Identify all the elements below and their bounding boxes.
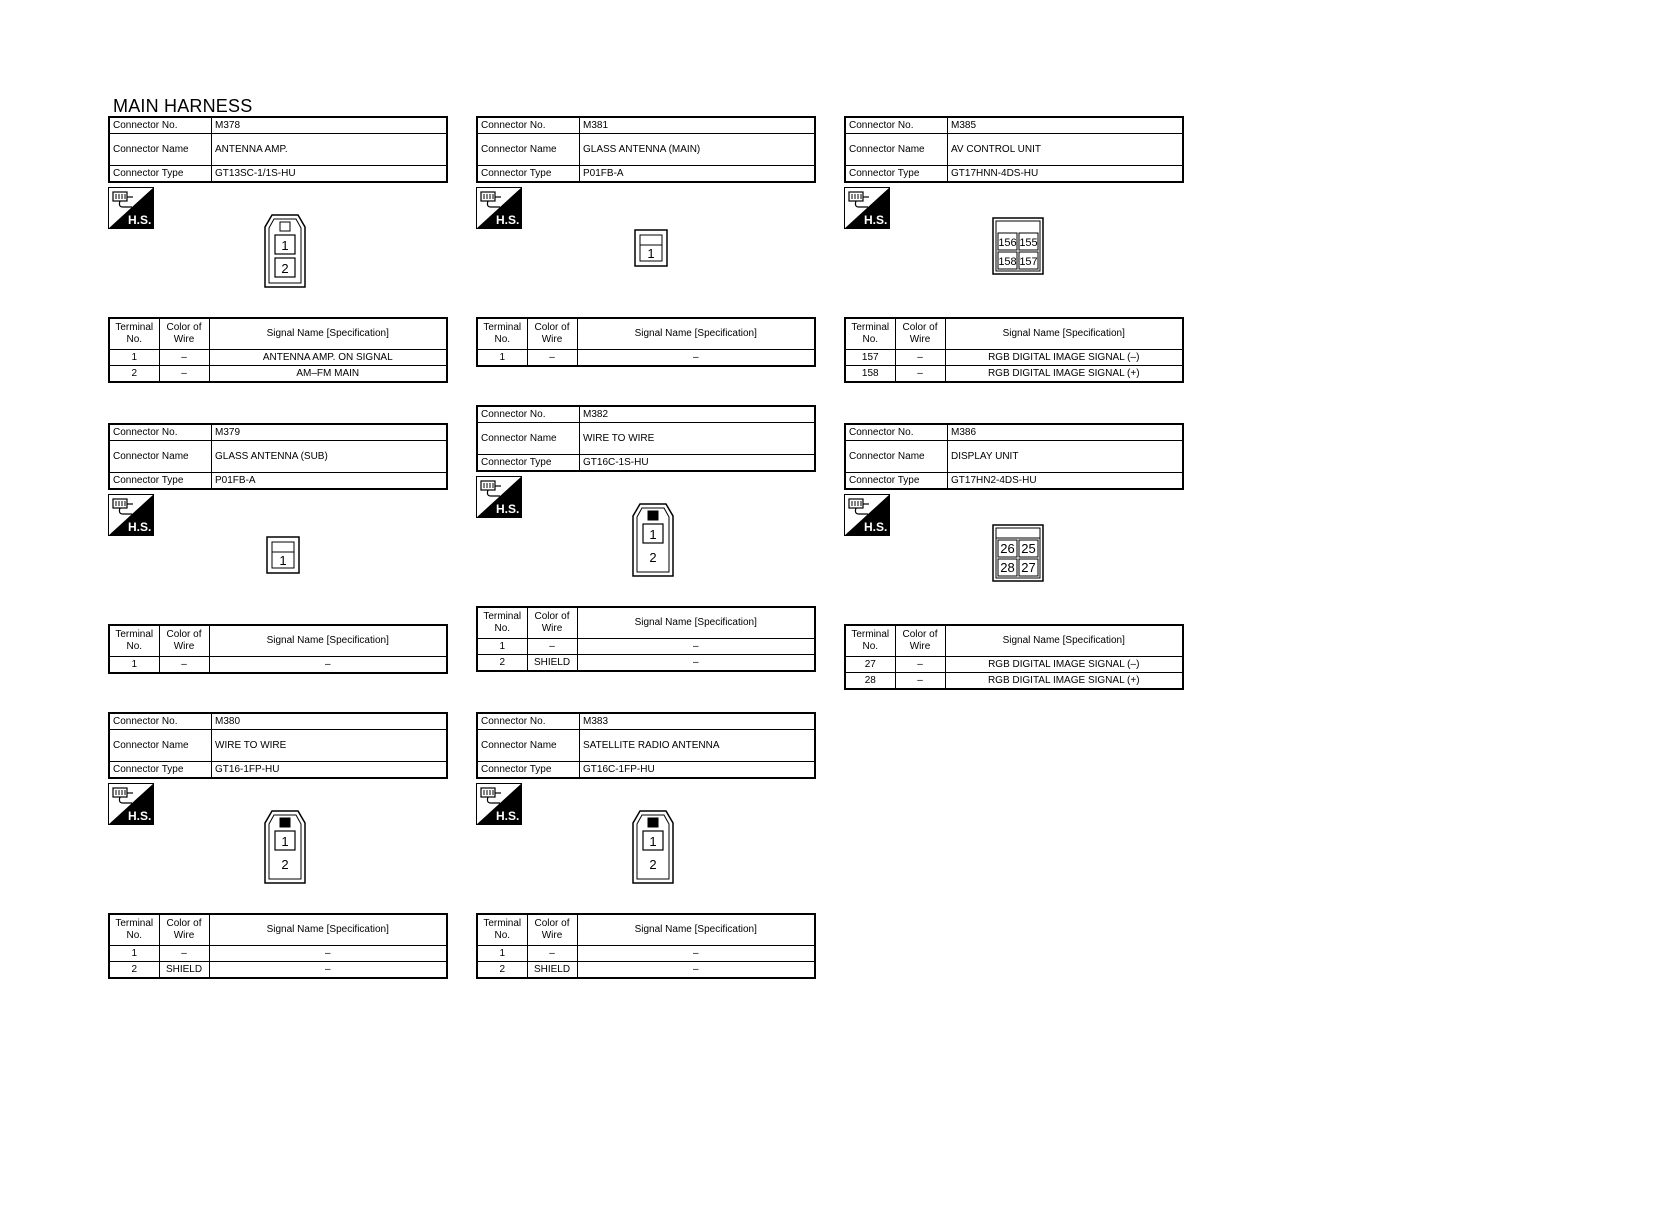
terminal-no: 1 bbox=[477, 946, 527, 962]
connector-no-label: Connector No. bbox=[109, 117, 212, 134]
connector-no-value: M379 bbox=[212, 424, 448, 441]
connector-name-value: AV CONTROL UNIT bbox=[948, 134, 1184, 166]
connector-type-label: Connector Type bbox=[477, 166, 580, 183]
pin-label: 1 bbox=[279, 553, 287, 568]
connector-name-value: SATELLITE RADIO ANTENNA bbox=[580, 730, 816, 762]
pin-label: 26 bbox=[1000, 541, 1015, 556]
connector-no-label: Connector No. bbox=[477, 117, 580, 134]
connector-type-label: Connector Type bbox=[109, 473, 212, 490]
harness-side-icon bbox=[476, 476, 522, 518]
connector-info-table bbox=[476, 405, 816, 472]
wire-color: – bbox=[527, 639, 577, 655]
connector-type-label: Connector Type bbox=[845, 166, 948, 183]
terminal-no: 2 bbox=[477, 655, 527, 672]
wire-color: – bbox=[895, 350, 945, 366]
connector-no-label: Connector No. bbox=[845, 117, 948, 134]
terminal-no-header: Terminal No. bbox=[477, 914, 527, 946]
terminal-table bbox=[844, 624, 1184, 690]
table-row bbox=[109, 366, 447, 383]
connector-name-label: Connector Name bbox=[477, 730, 580, 762]
connector-no-value: M383 bbox=[580, 713, 816, 730]
table-row bbox=[477, 350, 815, 367]
wire-color: – bbox=[159, 657, 209, 674]
harness-side-icon bbox=[476, 187, 522, 229]
connector-name-label: Connector Name bbox=[845, 441, 948, 473]
connector-diagram bbox=[844, 490, 1184, 624]
connector-diagram bbox=[108, 779, 448, 913]
signal-name-header: Signal Name [Specification] bbox=[577, 607, 815, 639]
table-row bbox=[109, 657, 447, 674]
signal-name-header: Signal Name [Specification] bbox=[945, 318, 1183, 350]
connector-no-value: M386 bbox=[948, 424, 1184, 441]
pin-label: 157 bbox=[1019, 256, 1038, 268]
terminal-no: 1 bbox=[109, 657, 159, 674]
harness-side-icon bbox=[476, 783, 522, 825]
terminal-no-header: Terminal No. bbox=[477, 607, 527, 639]
connector-type-value: GT17HN2-4DS-HU bbox=[948, 473, 1184, 490]
color-of-wire-header: Color of Wire bbox=[527, 914, 577, 946]
signal-name: ANTENNA AMP. ON SIGNAL bbox=[209, 350, 447, 366]
wire-color: – bbox=[895, 657, 945, 673]
signal-name: RGB DIGITAL IMAGE SIGNAL (–) bbox=[945, 657, 1183, 673]
connector-info-table bbox=[476, 712, 816, 779]
connector-name-value: WIRE TO WIRE bbox=[580, 423, 816, 455]
connector-type-value: GT16-1FP-HU bbox=[212, 762, 448, 779]
connector-info-table bbox=[108, 423, 448, 490]
signal-name: – bbox=[577, 946, 815, 962]
connector-type-value: P01FB-A bbox=[580, 166, 816, 183]
terminal-no: 28 bbox=[845, 673, 895, 690]
pin-label: 28 bbox=[1000, 560, 1015, 575]
connector-diagram bbox=[844, 183, 1184, 317]
signal-name: – bbox=[577, 350, 815, 367]
terminal-table bbox=[476, 606, 816, 672]
signal-name: RGB DIGITAL IMAGE SIGNAL (+) bbox=[945, 366, 1183, 383]
svg-text:H.S.: H.S. bbox=[496, 809, 520, 823]
color-of-wire-header: Color of Wire bbox=[527, 607, 577, 639]
connector-face-icon bbox=[631, 502, 675, 578]
svg-text:H.S.: H.S. bbox=[128, 213, 152, 227]
connector-face-icon bbox=[263, 213, 307, 289]
signal-name-header: Signal Name [Specification] bbox=[209, 318, 447, 350]
color-of-wire-header: Color of Wire bbox=[159, 625, 209, 657]
connector-face-icon bbox=[992, 217, 1044, 275]
table-row bbox=[477, 946, 815, 962]
terminal-table bbox=[108, 624, 448, 674]
connector-no-label: Connector No. bbox=[477, 406, 580, 423]
connector-block bbox=[844, 423, 1184, 690]
connector-diagram bbox=[476, 183, 816, 317]
signal-name: – bbox=[577, 962, 815, 979]
connector-face-icon bbox=[634, 229, 668, 267]
connector-name-value: GLASS ANTENNA (SUB) bbox=[212, 441, 448, 473]
pin-label: 2 bbox=[281, 857, 289, 872]
connector-type-value: GT16C-1FP-HU bbox=[580, 762, 816, 779]
signal-name: – bbox=[209, 962, 447, 979]
terminal-no: 2 bbox=[109, 962, 159, 979]
pin-label: 2 bbox=[649, 857, 657, 872]
wire-color: – bbox=[895, 673, 945, 690]
pin-label: 2 bbox=[649, 550, 657, 565]
connector-block bbox=[108, 116, 448, 383]
connector-no-label: Connector No. bbox=[109, 713, 212, 730]
connector-block bbox=[108, 423, 448, 674]
signal-name: – bbox=[209, 657, 447, 674]
signal-name: – bbox=[577, 655, 815, 672]
signal-name: RGB DIGITAL IMAGE SIGNAL (+) bbox=[945, 673, 1183, 690]
connector-no-label: Connector No. bbox=[477, 713, 580, 730]
svg-text:H.S.: H.S. bbox=[128, 809, 152, 823]
connector-no-value: M380 bbox=[212, 713, 448, 730]
wire-color: SHIELD bbox=[527, 655, 577, 672]
pin-label: 158 bbox=[998, 256, 1017, 268]
terminal-table bbox=[108, 913, 448, 979]
connector-name-label: Connector Name bbox=[477, 134, 580, 166]
terminal-no: 158 bbox=[845, 366, 895, 383]
harness-side-icon bbox=[108, 187, 154, 229]
connector-type-label: Connector Type bbox=[109, 762, 212, 779]
connector-type-label: Connector Type bbox=[477, 762, 580, 779]
color-of-wire-header: Color of Wire bbox=[895, 625, 945, 657]
connector-type-label: Connector Type bbox=[845, 473, 948, 490]
signal-name-header: Signal Name [Specification] bbox=[209, 625, 447, 657]
signal-name-header: Signal Name [Specification] bbox=[209, 914, 447, 946]
connector-type-label: Connector Type bbox=[477, 455, 580, 472]
color-of-wire-header: Color of Wire bbox=[895, 318, 945, 350]
connector-info-table bbox=[108, 712, 448, 779]
pin-label: 156 bbox=[998, 237, 1017, 249]
connector-face-icon bbox=[631, 809, 675, 885]
connector-face-icon bbox=[266, 536, 300, 574]
terminal-no-header: Terminal No. bbox=[477, 318, 527, 350]
harness-side-icon bbox=[108, 494, 154, 536]
connector-block bbox=[476, 405, 816, 672]
terminal-no: 2 bbox=[477, 962, 527, 979]
connector-info-table bbox=[476, 116, 816, 183]
table-row bbox=[845, 657, 1183, 673]
table-row bbox=[477, 962, 815, 979]
wire-color: – bbox=[159, 366, 209, 383]
table-row bbox=[477, 655, 815, 672]
connector-info-table bbox=[844, 116, 1184, 183]
pin-label: 1 bbox=[281, 834, 289, 849]
connector-no-label: Connector No. bbox=[109, 424, 212, 441]
connector-name-value: GLASS ANTENNA (MAIN) bbox=[580, 134, 816, 166]
connector-info-table bbox=[108, 116, 448, 183]
svg-text:H.S.: H.S. bbox=[128, 520, 152, 534]
connector-name-value: ANTENNA AMP. bbox=[212, 134, 448, 166]
color-of-wire-header: Color of Wire bbox=[527, 318, 577, 350]
pin-label: 1 bbox=[649, 834, 657, 849]
table-row bbox=[845, 366, 1183, 383]
connector-name-label: Connector Name bbox=[109, 730, 212, 762]
connector-type-label: Connector Type bbox=[109, 166, 212, 183]
connector-name-label: Connector Name bbox=[109, 134, 212, 166]
pin-label: 155 bbox=[1019, 237, 1038, 249]
svg-text:H.S.: H.S. bbox=[496, 213, 520, 227]
wire-color: – bbox=[527, 946, 577, 962]
connector-name-label: Connector Name bbox=[845, 134, 948, 166]
terminal-no-header: Terminal No. bbox=[845, 625, 895, 657]
terminal-no: 27 bbox=[845, 657, 895, 673]
color-of-wire-header: Color of Wire bbox=[159, 914, 209, 946]
terminal-no: 1 bbox=[109, 946, 159, 962]
svg-text:H.S.: H.S. bbox=[496, 502, 520, 516]
wire-color: SHIELD bbox=[159, 962, 209, 979]
color-of-wire-header: Color of Wire bbox=[159, 318, 209, 350]
table-row bbox=[477, 639, 815, 655]
wire-color: – bbox=[159, 946, 209, 962]
terminal-no-header: Terminal No. bbox=[109, 914, 159, 946]
terminal-table bbox=[476, 913, 816, 979]
signal-name: AM–FM MAIN bbox=[209, 366, 447, 383]
harness-side-icon bbox=[844, 187, 890, 229]
pin-label: 2 bbox=[281, 261, 289, 276]
terminal-no-header: Terminal No. bbox=[845, 318, 895, 350]
table-row bbox=[109, 962, 447, 979]
connector-info-table bbox=[844, 423, 1184, 490]
signal-name: – bbox=[577, 639, 815, 655]
connector-name-value: WIRE TO WIRE bbox=[212, 730, 448, 762]
signal-name-header: Signal Name [Specification] bbox=[945, 625, 1183, 657]
connector-no-value: M378 bbox=[212, 117, 448, 134]
pin-label: 1 bbox=[281, 238, 289, 253]
signal-name-header: Signal Name [Specification] bbox=[577, 318, 815, 350]
harness-side-icon bbox=[108, 783, 154, 825]
pin-label: 1 bbox=[647, 246, 655, 261]
terminal-table bbox=[844, 317, 1184, 383]
connector-type-value: GT13SC-1/1S-HU bbox=[212, 166, 448, 183]
connector-no-value: M382 bbox=[580, 406, 816, 423]
terminal-no: 2 bbox=[109, 366, 159, 383]
terminal-no-header: Terminal No. bbox=[109, 625, 159, 657]
table-row bbox=[845, 673, 1183, 690]
connector-name-label: Connector Name bbox=[477, 423, 580, 455]
wire-color: – bbox=[895, 366, 945, 383]
connector-diagram bbox=[108, 490, 448, 624]
connector-no-label: Connector No. bbox=[845, 424, 948, 441]
svg-text:H.S.: H.S. bbox=[864, 213, 888, 227]
terminal-no: 1 bbox=[477, 350, 527, 367]
signal-name-header: Signal Name [Specification] bbox=[577, 914, 815, 946]
connector-type-value: GT17HNN-4DS-HU bbox=[948, 166, 1184, 183]
connector-block bbox=[476, 712, 816, 979]
connector-no-value: M381 bbox=[580, 117, 816, 134]
connector-diagram bbox=[108, 183, 448, 317]
terminal-no: 1 bbox=[109, 350, 159, 366]
connector-diagram bbox=[476, 779, 816, 913]
table-row bbox=[109, 350, 447, 366]
wire-color: SHIELD bbox=[527, 962, 577, 979]
terminal-no-header: Terminal No. bbox=[109, 318, 159, 350]
signal-name: RGB DIGITAL IMAGE SIGNAL (–) bbox=[945, 350, 1183, 366]
connector-no-value: M385 bbox=[948, 117, 1184, 134]
connector-face-icon bbox=[263, 809, 307, 885]
signal-name: – bbox=[209, 946, 447, 962]
terminal-no: 1 bbox=[477, 639, 527, 655]
harness-side-icon bbox=[844, 494, 890, 536]
connector-type-value: GT16C-1S-HU bbox=[580, 455, 816, 472]
connector-block bbox=[844, 116, 1184, 383]
page-title: MAIN HARNESS bbox=[113, 96, 253, 116]
connector-diagram bbox=[476, 472, 816, 606]
terminal-table bbox=[476, 317, 816, 367]
pin-label: 25 bbox=[1021, 541, 1036, 556]
connector-block bbox=[476, 116, 816, 367]
wire-color: – bbox=[527, 350, 577, 367]
pin-label: 27 bbox=[1021, 560, 1036, 575]
connector-name-value: DISPLAY UNIT bbox=[948, 441, 1184, 473]
connector-type-value: P01FB-A bbox=[212, 473, 448, 490]
terminal-no: 157 bbox=[845, 350, 895, 366]
svg-text:H.S.: H.S. bbox=[864, 520, 888, 534]
connector-name-label: Connector Name bbox=[109, 441, 212, 473]
terminal-table bbox=[108, 317, 448, 383]
table-row bbox=[109, 946, 447, 962]
connector-block bbox=[108, 712, 448, 979]
connector-face-icon bbox=[992, 524, 1044, 582]
pin-label: 1 bbox=[649, 527, 657, 542]
table-row bbox=[845, 350, 1183, 366]
wire-color: – bbox=[159, 350, 209, 366]
